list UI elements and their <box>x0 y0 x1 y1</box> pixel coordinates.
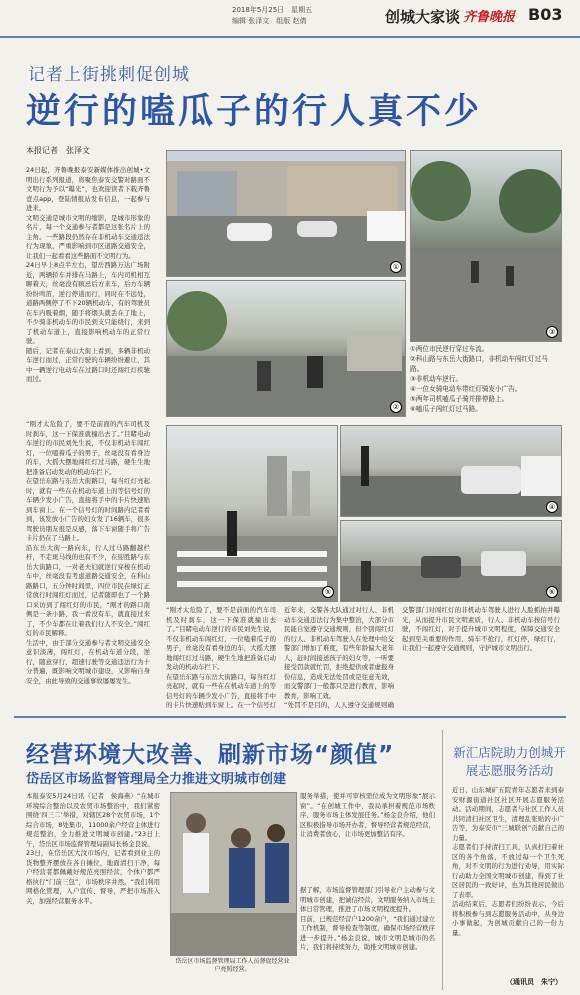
article-column-4: 交警部门对闯红灯的非机动车驾驶人进行人脸抓拍并曝光，从而提升市民文明素质，行人、非机动车按信号行驶，不闯红灯，对于提升城市文明程度，保障交通安全起到至关重要的作用，骑车不抢行，红灯停，绿灯行，让我们一起遵守交通规则，守护城市文明出行。 <box>402 606 560 652</box>
article2-column-2: 服务举措，使并可审核需位成为文明形象“展示窗”。“在创城工作中，我局承担着规范市场秩序、服务市场主体发展任务。”杨金良介绍，他们区积极指导市场开办者，督导经营者规范经营，让消费者放心，让市场更加整洁有序。 <box>300 792 435 838</box>
photo-market-inspection <box>170 792 297 956</box>
photo-captions <box>410 344 560 414</box>
caption-line: ⑤两年司机嗑瓜子骑并排停路上。 <box>410 395 509 403</box>
photo-number: ② <box>390 401 402 413</box>
photo-street-6 <box>340 520 562 602</box>
article-kicker: 记者上街挑刺促创城 <box>28 65 190 85</box>
editor-credits: 编辑 张泽文 组版 赵倩 <box>232 17 307 25</box>
page-number: B03 <box>528 5 563 24</box>
column-rule <box>442 730 443 990</box>
caption-line: ④一位女骑电动车带红灯骑发小广告。 <box>410 385 522 393</box>
photo-number: ① <box>390 261 402 273</box>
photo-number: ⑤ <box>322 586 334 598</box>
car-road-icon <box>341 426 561 516</box>
photo-street-2 <box>166 280 406 417</box>
crosswalk-icon <box>167 426 337 601</box>
article2-column-1: 本报泰安5月24日讯（记者 侯海燕）“在城市环境综合整治以及农贸市场整治中，我们紧密围绕‘四三二’举措，对辖区28个农贸市场，1个综合市场，8处集市，11000余户经营主体进行规范整治，全力推进文明城市创建。”23日上午，岱岳区市场监督管理局副局长杨金良说。 23日，在岱岳区大汶市场内，记者看到业主的货物整齐摆放在各自摊位，地面清扫干净，每户经营者都佩戴好规范亮照经营，个体户都严格执行“门前三包”，市场秩序井然。“我们利用网格化管理，入户宣传、督导，严把市场准入关，加强经营服务水平。 <box>26 792 160 905</box>
inspectors-icon <box>171 793 296 955</box>
street-scene-icon <box>167 151 405 276</box>
road-trees-icon <box>411 151 561 341</box>
photo-street-3 <box>410 150 562 342</box>
article2-column-3: 据了解，市场监督管理部门引导业户主动参与文明城市创建，把诚信经营，文明服务纳入市场主体日常管理，推进了市场文明程度提升。 目前，已规范经营户1200余户，“我们通过建立工作机制，督导检查等制度，确保市场经营秩序进一步提升。”杨金良说，城市文明是城市的名片，我们将持续努力，助推文明城市创建。 <box>300 886 435 951</box>
caption-line: ①两位市民逆行穿过车流。 <box>410 345 489 353</box>
side-story-body: 近日，山东城矿五院青年志愿者来到泰安财源街道社区社区开展志愿服务活动。活动期间，志愿者与社区工作人员共同清扫社区卫生，清理乱张贴的小广告等，为泰安市“三城联创”贡献自己的力量。 志愿者们手持清扫工具，认真打扫着社区的各个角落，不放过每一个卫生死角，对不文明的行为进行劝导，用实际行动助力全国文明城市创建，得到了社区居民的一致好评，也为其他居民做出了表率。 活动结束后，志愿者们纷纷表示，今后将积极参与到志愿服务活动中，从身边小事做起，为创城贡献自己的一份力量。 <box>452 786 564 937</box>
photo-street-5 <box>166 425 338 602</box>
masthead <box>0 0 580 38</box>
article-column-3: 近年来，交警各大队通过对行人、非机动车交通违法行为集中整治，大部分市民能自觉遵守交通规则，但个别闯红灯的行人、非机动车驾驶人在处理中给交警部门增加了难度，有些年龄偏大老年人，赶时间接送孩子的妇女等，一听要接受罚款就忙罚，拒绝提供或者虚报身份信息，造成无法处罚或是往意无效，而交警部门一般都只是进行教育，影响教育，影响工效。 “处罚不是目的，人人遵守交通规则确 <box>284 606 394 709</box>
side-story-credit: （通讯员 朱宁） <box>506 978 562 986</box>
photo-number: ④ <box>546 501 558 513</box>
section-title: 创城大家谈 <box>385 8 461 26</box>
article-column-2: “刚才太危险了，要不是前面的汽车司机及时刹车，这一下保准就撞出去了。”目睹电动车逆行的市民刘先生说，不仅非机动车闯红灯，一位嗑着瓜子的男子，丝毫没有看身边的车，大摇大摆地闯红灯过马路，硬生生地把准备启动发动的机动车拦下。 在望岳东路与东岳大街路口，每当红灯亮起时，就有一些在在机动车道上的等信号灯的车辆少发小广告，直接将手中的卡片快速贴到车窗上。在一个信号灯 <box>166 606 276 709</box>
side-story-title: 新汇店院助力创城开展志愿服务活动 <box>453 745 566 778</box>
parked-cars-icon <box>341 521 561 601</box>
issue-date: 2018年5月25日 星期五 <box>232 6 313 14</box>
article-column-1b: “刚才太危险了，要不是前面的汽车司机及时刹车，这一下保准就撞出去了。”目睹电动车逆行的市民刘先生说，不仅非机动车闯红灯，一位嗑着瓜子的男子，丝毫没有看身边的车，大摇大摆地闯红灯过马路，硬生生地把准备启动发动的机动车拦下。 在望岳东路与东岳大街路口，每当红灯亮起时，就有一些在在机动车道上的等信号灯的车辆少发小广告，直接将手中的卡片快速贴到车窗上。在一个信号灯的时间路内记者看到，该发放小广告的妇女发了16辆车，很多驾驶员朋友很是反感，落下车窗随手将广告卡片扔在了马路上。 沿东岳大街一路向东，行人过马路翻越栏杆，不走斑马线的也有不少，在迎胜路与东岳大街路口，一对老夫妇就逆行穿梭在机动车中，丝毫没有考虑道路交通安全，在科山路路口，五分钟时间里，四位市民在绿灯正常放行时闯红灯而过，记者随即也了一个路口采访到了闯红灯的市民，“刚才的路口南侧是一条小路，我一看没有车，就直接过来了，不少车都在让着我们行人不安全。”闯红灯的市民解释。 生活中，由于部分交通参与者文明交通安全意识淡薄，闯红灯，在机动车道分段，逆行，随意穿行，超速行驶等交通违法行为十分普遍，既影响文明城市建设，又影响自身安全，由此导致的交通事故屡屡发生。 <box>26 420 150 700</box>
photo-street-4 <box>340 425 562 517</box>
caption-line: ⑥嗑瓜子闯红灯过马路。 <box>410 405 482 413</box>
article-headline: 逆行的嗑瓜子的行人真不少 <box>26 92 483 132</box>
article2-subhead: 岱岳区市场监督管理局全力推进文明城市创建 <box>26 772 287 787</box>
photo-caption: 岱岳区市场监督管理局工作人员督促经营业户亮照经营。 <box>175 958 290 973</box>
section-divider <box>14 716 566 718</box>
caption-line: ②科山路与东岳大街路口，非机动车闯红灯过马路。 <box>410 355 548 373</box>
article-column-1: 24日起，齐鲁晚报泰安新媒体推出创城•文明出行系列报道，将聚焦泰安交警对路面不文明行为予以“曝光”，也欢迎读者下载齐鲁壹点app，登陆情报站发布信息，一起参与进来。 文明交通是城市文明的缩影，是城市形象的名片，每一个交通参与者都是这张名片上的主角。一些路段仍然存在非机动车交通违法行为现象，严重影响到市区道路交通安全，让我们一起看看这些路面不文明行为。 24日早上8点半左右，望岳西路万达广场附近，两辆轿车并排在马路上，车内司机相互聊着天，丝毫没有顾忌后方来车，后方车辆纷纷鸣笛，逆行停道而行，同时在不远处，道路两侧停了不下20辆机动车，有的驾驶员在车内吸着烟，随手将烟头就丢在了地上，不少骑非机动车的市民到支只能绕行，来到了机动车道上，直接影响机动车的正常行驶。 随后，记者在泰山大街上看到，多辆非机动车逆行而过，正常行驶的车辆纷纷避让，其中一辆逆行电动车在过路口时还闯红灯疾驰而过。 <box>26 166 150 383</box>
caption-line: ③非机动车逆行。 <box>410 375 463 383</box>
article2-headline: 经营环境大改善、刷新市场“颜值” <box>26 742 395 768</box>
newspaper-logo: 齐鲁晚报 <box>463 10 516 25</box>
traffic-scene-icon <box>167 281 405 416</box>
photo-number: ③ <box>546 326 558 338</box>
article-byline: 本报记者 张泽文 <box>26 146 90 155</box>
photo-number: ⑥ <box>546 586 558 598</box>
photo-street-1 <box>166 150 406 277</box>
